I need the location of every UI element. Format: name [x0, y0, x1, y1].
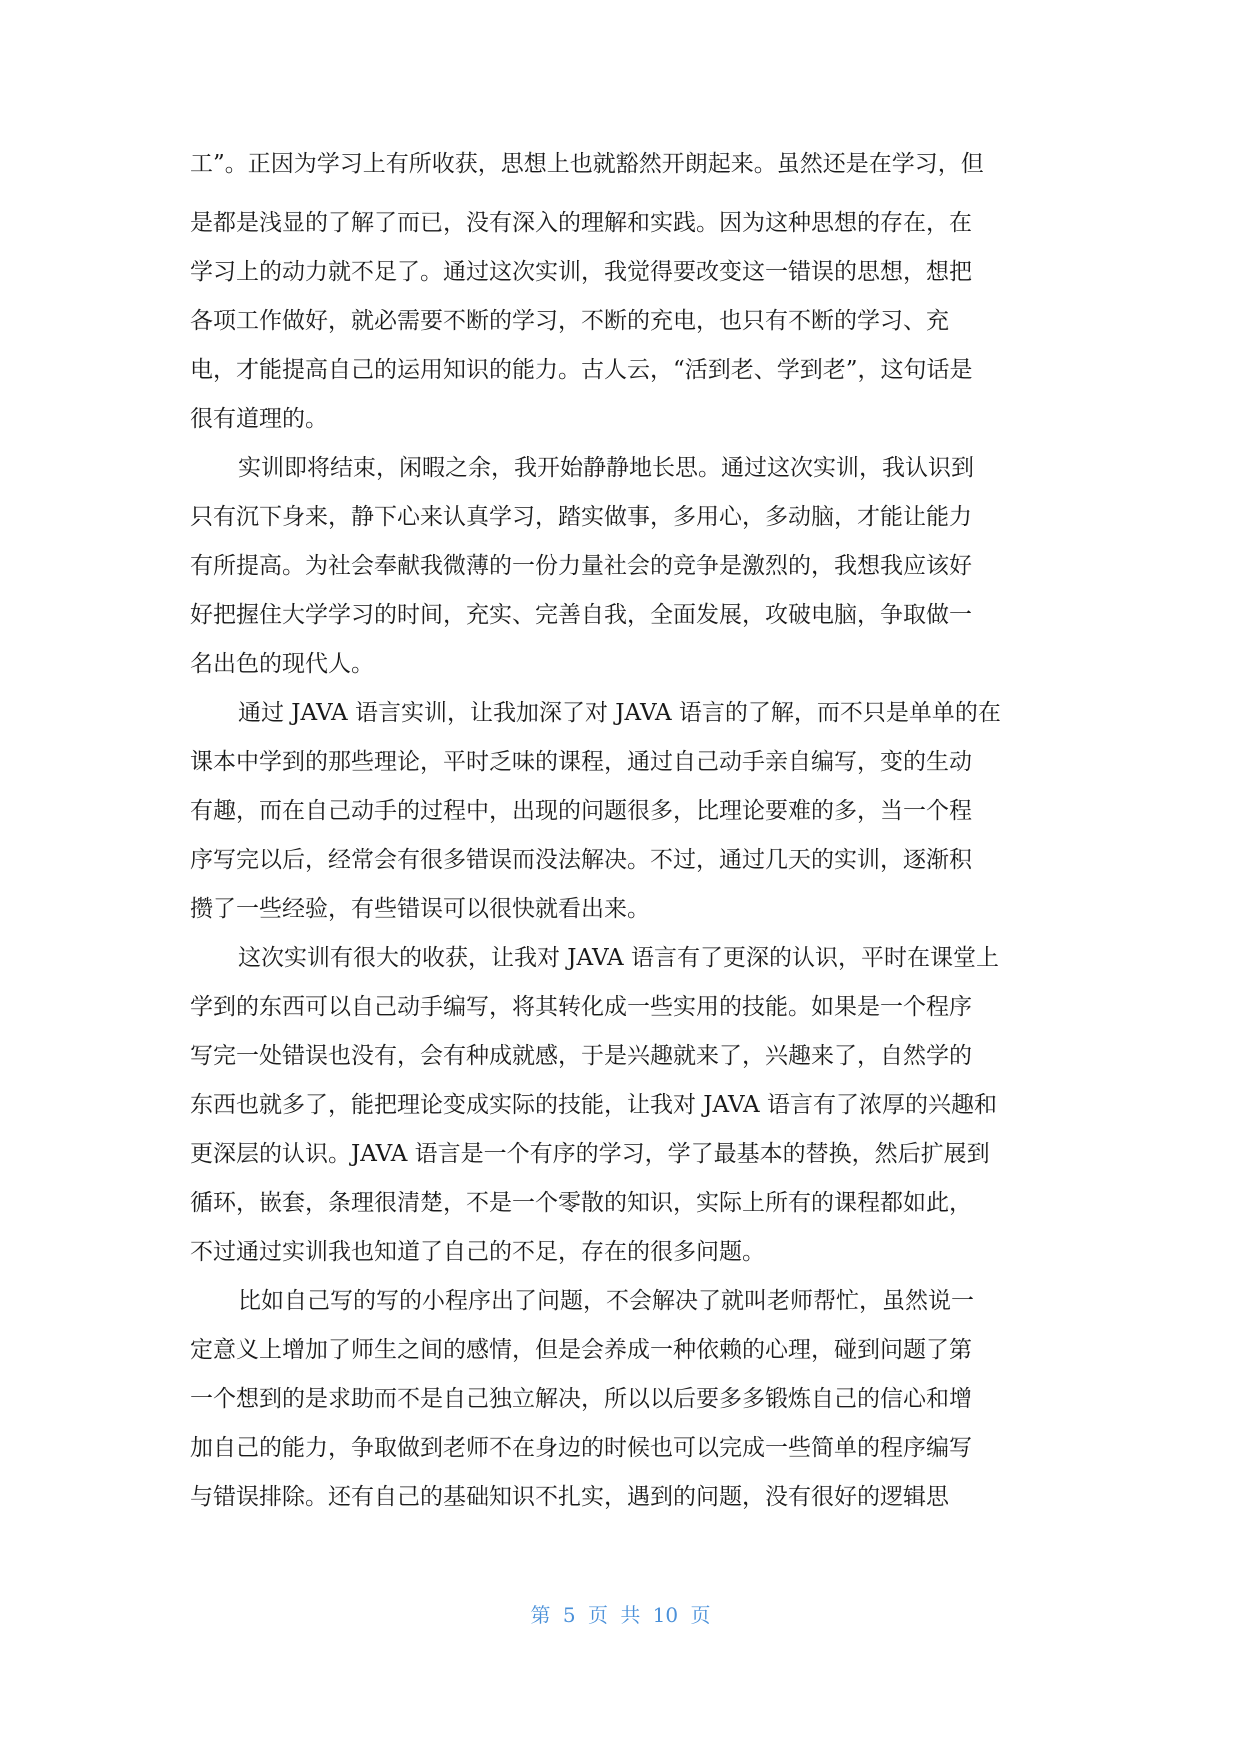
text-line: 通过 JAVA 语言实训，让我加深了对 JAVA 语言的了解，而不只是单单的在	[238, 700, 1001, 726]
current-page-number: 5	[562, 1603, 576, 1627]
footer-prefix: 第	[530, 1603, 551, 1627]
footer-total-prefix: 共	[620, 1603, 641, 1627]
text-line: 很有道理的。	[190, 406, 328, 432]
text-line: 加自己的能力，争取做到老师不在身边的时候也可以完成一些简单的程序编写	[190, 1435, 972, 1461]
text-line: 只有沉下身来，静下心来认真学习，踏实做事，多用心，多动脑，才能让能力	[190, 504, 972, 530]
text-line: 名出色的现代人。	[190, 651, 374, 677]
text-line: 是都是浅显的了解了而已，没有深入的理解和实践。因为这种思想的存在，在	[190, 210, 972, 236]
text-line: 写完一处错误也没有，会有种成就感，于是兴趣就来了，兴趣来了，自然学的	[190, 1043, 972, 1069]
text-line: 与错误排除。还有自己的基础知识不扎实，遇到的问题，没有很好的逻辑思	[190, 1484, 949, 1510]
text-line: 课本中学到的那些理论，平时乏味的课程，通过自己动手亲自编写，变的生动	[190, 749, 972, 775]
total-page-count: 10	[652, 1603, 679, 1627]
text-line: 比如自己写的写的小程序出了问题，不会解决了就叫老师帮忙，虽然说一	[238, 1288, 974, 1314]
text-line: 好把握住大学学习的时间，充实、完善自我，全面发展，攻破电脑，争取做一	[190, 602, 972, 628]
page-number-footer	[0, 1600, 1241, 1630]
text-line: 序写完以后，经常会有很多错误而没法解决。不过，通过几天的实训，逐渐积	[190, 847, 972, 873]
footer-total-label: 页	[690, 1603, 711, 1627]
text-line: 学到的东西可以自己动手编写，将其转化成一些实用的技能。如果是一个程序	[190, 994, 972, 1020]
text-line: 各项工作做好，就必需要不断的学习，不断的充电，也只有不断的学习、充	[190, 308, 949, 334]
text-line: 学习上的动力就不足了。通过这次实训，我觉得要改变这一错误的思想，想把	[190, 259, 972, 285]
text-line: 东西也就多了，能把理论变成实际的技能，让我对 JAVA 语言有了浓厚的兴趣和	[190, 1092, 997, 1118]
text-line: 一个想到的是求助而不是自己独立解决，所以以后要多多锻炼自己的信心和增	[190, 1386, 972, 1412]
footer-page-label: 页	[587, 1603, 608, 1627]
text-line: 实训即将结束，闲暇之余，我开始静静地长思。通过这次实训，我认识到	[238, 455, 974, 481]
text-line: 更深层的认识。JAVA 语言是一个有序的学习，学了最基本的替换，然后扩展到	[190, 1141, 990, 1167]
text-line: 工”。正因为学习上有所收获，思想上也就豁然开朗起来。虽然还是在学习，但	[190, 151, 984, 177]
text-line: 电，才能提高自己的运用知识的能力。古人云，“活到老、学到老”，这句话是	[190, 357, 973, 383]
text-line: 有趣，而在自己动手的过程中，出现的问题很多，比理论要难的多，当一个程	[190, 798, 972, 824]
text-line: 这次实训有很大的收获，让我对 JAVA 语言有了更深的认识，平时在课堂上	[238, 945, 999, 971]
text-line: 定意义上增加了师生之间的感情，但是会养成一种依赖的心理，碰到问题了第	[190, 1337, 972, 1363]
text-line: 有所提高。为社会奉献我微薄的一份力量社会的竞争是激烈的，我想我应该好	[190, 553, 972, 579]
text-line: 攒了一些经验，有些错误可以很快就看出来。	[190, 896, 650, 922]
text-line: 循环，嵌套，条理很清楚，不是一个零散的知识，实际上所有的课程都如此，	[190, 1190, 972, 1216]
text-line: 不过通过实训我也知道了自己的不足，存在的很多问题。	[190, 1239, 765, 1265]
